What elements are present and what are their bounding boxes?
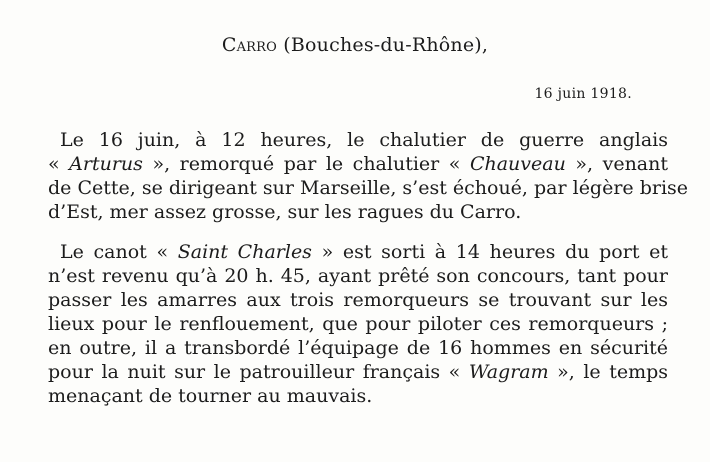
- paragraph1-line1: Le 16 juin, à 12 heures, le chalutier de guerre anglais: [60, 129, 668, 151]
- heading-region: (Bouches-du-Rhône),: [283, 34, 489, 56]
- quote-open: «: [48, 153, 60, 175]
- line2-end: », venant: [575, 153, 669, 175]
- ship-name-wagram: Wagram: [468, 361, 549, 383]
- ship-name-chauveau: Chauveau: [469, 153, 566, 175]
- paragraph1-line2: [48, 152, 668, 176]
- paragraph2-line6: [48, 360, 668, 384]
- heading-place: Carro: [221, 34, 278, 56]
- line2-middle: », remorqué par le chalutier «: [152, 153, 461, 175]
- paragraph1-line3: de Cette, se dirigeant sur Marseille, s’est échoué, par légère brise: [48, 177, 689, 199]
- paragraph2-line7: menaçant de tourner au mauvais.: [48, 385, 373, 407]
- line6-end: », le temps: [557, 361, 669, 383]
- paragraph2-line2: n’est revenu qu’à 20 h. 45, ayant prêté son concours, tant pour: [48, 265, 668, 287]
- line1-end: » est sorti à 14 heures du port et: [321, 241, 668, 263]
- document-date: 16 juin 1918.: [534, 86, 632, 102]
- line1-start: Le canot «: [60, 241, 169, 263]
- line6-start: pour la nuit sur le patrouilleur français «: [48, 361, 461, 383]
- paragraph2-line1: [60, 240, 668, 264]
- boat-name-saint-charles: Saint Charles: [177, 241, 312, 263]
- document-heading: [0, 34, 710, 56]
- paragraph2-line5: en outre, il a transbordé l’équipage de 16 hommes en sécurité: [48, 337, 668, 359]
- paragraph2-line4: lieux pour le renflouement, que pour piloter ces remorqueurs ;: [48, 313, 668, 335]
- paragraph2-line3: passer les amarres aux trois remorqueurs se trouvant sur les: [48, 289, 668, 311]
- ship-name-arturus: Arturus: [69, 153, 143, 175]
- paragraph1-line4: d’Est, mer assez grosse, sur les ragues du Carro.: [48, 201, 522, 223]
